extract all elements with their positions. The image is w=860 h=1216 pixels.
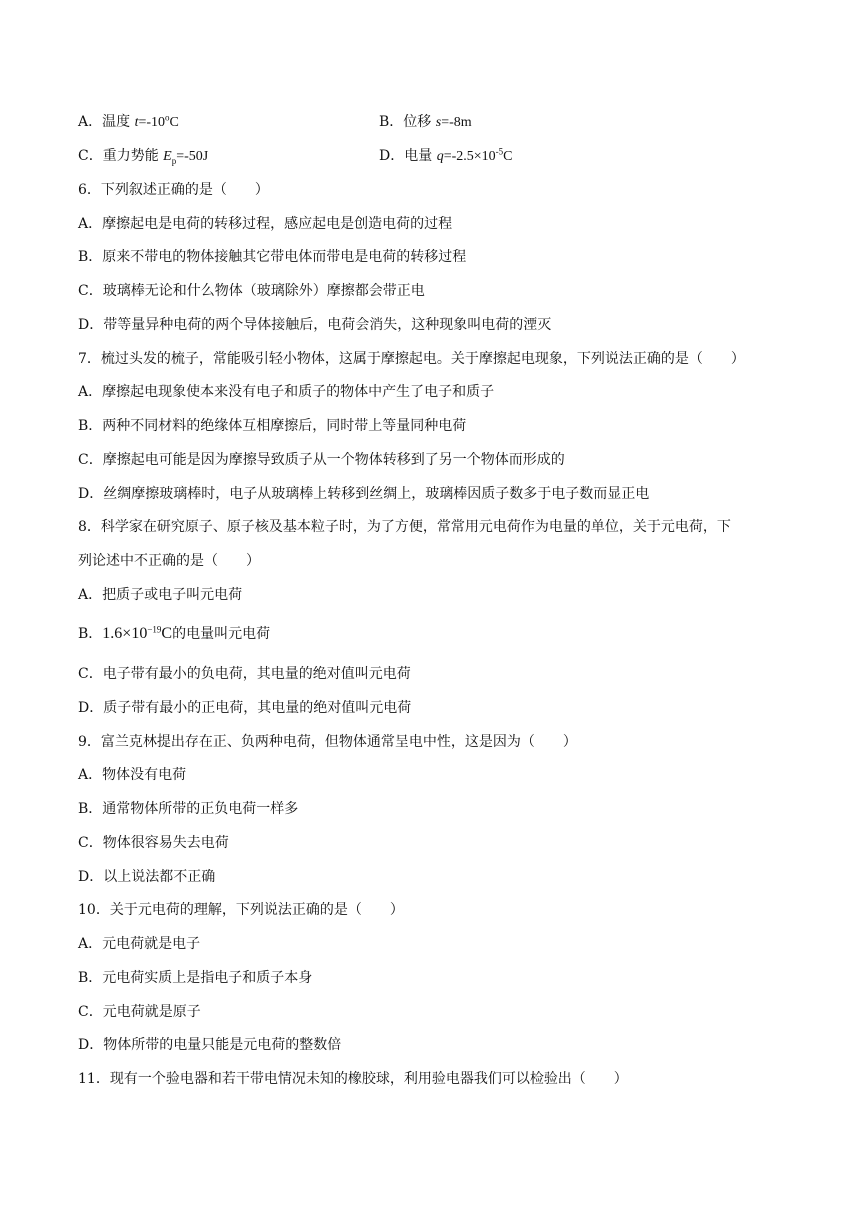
q9-option-c: C．物体很容易失去电荷 bbox=[78, 835, 229, 851]
q6-option-b: B．原来不带电的物体接触其它带电体而带电是电荷的转移过程 bbox=[78, 249, 467, 265]
q6-option-a: A．摩擦起电是电荷的转移过程，感应起电是创造电荷的过程 bbox=[78, 216, 453, 232]
q9-stem: 9．富兰克林提出存在正、负两种电荷，但物体通常呈电中性，这是因为（ ） bbox=[78, 734, 577, 750]
q8-stem: 8．科学家在研究原子、原子核及基本粒子时，为了方便，常常用元电荷作为电量的单位，关于元电荷，下 bbox=[78, 519, 731, 535]
q6-option-c: C．玻璃棒无论和什么物体（玻璃除外）摩擦都会带正电 bbox=[78, 283, 425, 299]
q11-stem: 11．现有一个验电器和若干带电情况未知的橡胶球，利用验电器我们可以检验出（ ） bbox=[78, 1071, 628, 1087]
q10-stem: 10．关于元电荷的理解，下列说法正确的是（ ） bbox=[78, 902, 404, 918]
q10-option-d: D．物体所带的电量只能是元电荷的整数倍 bbox=[78, 1037, 342, 1053]
q10-option-b: B．元电荷实质上是指电子和质子本身 bbox=[78, 970, 313, 986]
q10-option-c: C．元电荷就是原子 bbox=[78, 1004, 201, 1020]
q7-stem: 7．梳过头发的梳子，常能吸引轻小物体，这属于摩擦起电。关于摩擦起电现象，下列说法正确的是（ ） bbox=[78, 351, 745, 367]
q5-option-d: D．电量 $q=-2.5\times 10^{-5}C$ bbox=[379, 146, 513, 164]
q8-option-c: C．电子带有最小的负电荷，其电量的绝对值叫元电荷 bbox=[78, 666, 411, 682]
q5-option-a: A．温度 $t=-10^oC$ bbox=[78, 112, 179, 130]
q8-option-b: B．$1.6\times 10^{-19}C$的电量叫元电荷 bbox=[78, 624, 271, 642]
q6-stem: 6．下列叙述正确的是（ ） bbox=[78, 182, 269, 198]
q8-option-d: D．质子带有最小的正电荷，其电量的绝对值叫元电荷 bbox=[78, 700, 412, 716]
q7-option-d: D．丝绸摩擦玻璃棒时，电子从玻璃棒上转移到丝绸上，玻璃棒因质子数多于电子数而显正电 bbox=[78, 486, 650, 502]
q7-option-a: A．摩擦起电现象使本来没有电子和质子的物体中产生了电子和质子 bbox=[78, 384, 495, 400]
q6-option-d: D．带等量异种电荷的两个导体接触后，电荷会消失，这种现象叫电荷的湮灭 bbox=[78, 317, 552, 333]
q9-option-b: B．通常物体所带的正负电荷一样多 bbox=[78, 801, 299, 817]
q10-option-a: A．元电荷就是电子 bbox=[78, 936, 201, 952]
q5-option-b: B．位移 s=-8m bbox=[379, 114, 472, 130]
q5-option-c: C．重力势能 $E_p=-50J$ bbox=[78, 148, 209, 166]
q9-option-a: A．物体没有电荷 bbox=[78, 767, 187, 783]
q7-option-b: B．两种不同材料的绝缘体互相摩擦后，同时带上等量同种电荷 bbox=[78, 418, 467, 434]
q8-option-a: A．把质子或电子叫元电荷 bbox=[78, 587, 243, 603]
q9-option-d: D．以上说法都不正确 bbox=[78, 869, 216, 885]
q7-option-c: C．摩擦起电可能是因为摩擦导致质子从一个物体转移到了另一个物体而形成的 bbox=[78, 452, 565, 468]
q8-stem-cont: 列论述中不正确的是（ ） bbox=[78, 553, 260, 569]
